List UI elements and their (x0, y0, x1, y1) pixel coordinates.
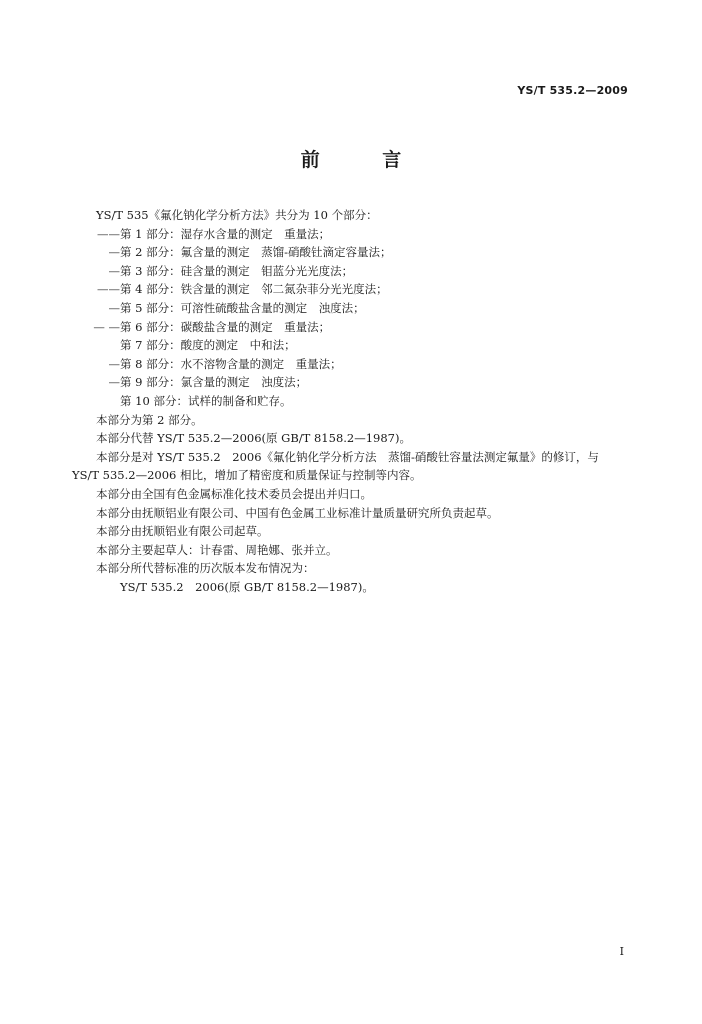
list-item (72, 392, 634, 411)
list-item (72, 243, 634, 262)
drafters-paragraph: 本部分主要起草人：计春雷、周艳娜、张并立。 (96, 542, 338, 557)
history-item: YS/T 535.2 2006(原 GB/T 8158.2—1987)。 (120, 579, 374, 594)
list-dash: — (108, 300, 120, 315)
list-dash: —— (97, 226, 120, 241)
list-dash: — (108, 356, 120, 371)
list-dash: — (108, 375, 120, 390)
list-item-text: 第 3 部分：硅含量的测定 钼蓝分光光度法； (120, 263, 354, 278)
list-item-text: 第 10 部分：试样的制备和贮存。 (120, 393, 292, 408)
foreword-body (72, 206, 634, 596)
list-item (72, 299, 634, 318)
list-item (72, 373, 634, 392)
revision-paragraph-line-2: YS/T 535.2—2006 相比，增加了精密度和质量保证与控制等内容。 (72, 468, 422, 483)
list-item-text: 第 8 部分：水不溶物含量的测定 重量法； (120, 356, 342, 371)
drafting-unit-paragraph: 本部分由抚顺铝业有限公司起草。 (96, 524, 269, 539)
drafted-by-paragraph: 本部分由抚顺铝业有限公司、中国有色金属工业标准计量质量研究所负责起草。 (96, 505, 499, 520)
page-number: I (619, 945, 624, 958)
list-item-text: 第 7 部分：酸度的测定 中和法； (120, 338, 296, 353)
standard-code: YS/T 535.2—2009 (517, 84, 628, 97)
list-dash: — — (93, 319, 120, 334)
list-item-text: 第 5 部分：可溶性硫酸盐含量的测定 浊度法； (120, 300, 365, 315)
this-part-paragraph: 本部分为第 2 部分。 (96, 412, 203, 427)
list-item-text: 第 1 部分：湿存水含量的测定 重量法； (120, 226, 331, 241)
list-dash: — (108, 263, 120, 278)
list-item-text: 第 2 部分：氟含量的测定 蒸馏-硝酸钍滴定容量法； (120, 245, 392, 260)
list-item-text: 第 6 部分：碳酸盐含量的测定 重量法； (120, 319, 331, 334)
replaces-paragraph: 本部分代替 YS/T 535.2—2006(原 GB/T 8158.2—1987)。 (96, 431, 411, 446)
proposed-paragraph: 本部分由全国有色金属标准化技术委员会提出并归口。 (96, 486, 372, 501)
history-intro-paragraph: 本部分所代替标准的历次版本发布情况为： (96, 561, 315, 576)
revision-paragraph-line-1: 本部分是对 YS/T 535.2 2006《氟化钠化学分析方法 蒸馏-硝酸钍容量法测定氟量》的修订，与 (96, 449, 599, 464)
page-title: 前 言 (300, 149, 430, 171)
list-item (72, 225, 634, 244)
list-dash: —— (97, 282, 120, 297)
list-dash: — (108, 245, 120, 260)
list-item-text: 第 9 部分：氯含量的测定 浊度法； (120, 375, 308, 390)
list-item-text: 第 4 部分：铁含量的测定 邻二氮杂菲分光光度法； (120, 282, 388, 297)
list-item (72, 336, 634, 355)
list-item (72, 280, 634, 299)
parts-list (72, 225, 634, 411)
list-item (72, 355, 634, 374)
list-item (72, 262, 634, 281)
intro-paragraph: YS/T 535《氟化钠化学分析方法》共分为 10 个部分： (96, 208, 378, 222)
list-item (72, 318, 634, 337)
